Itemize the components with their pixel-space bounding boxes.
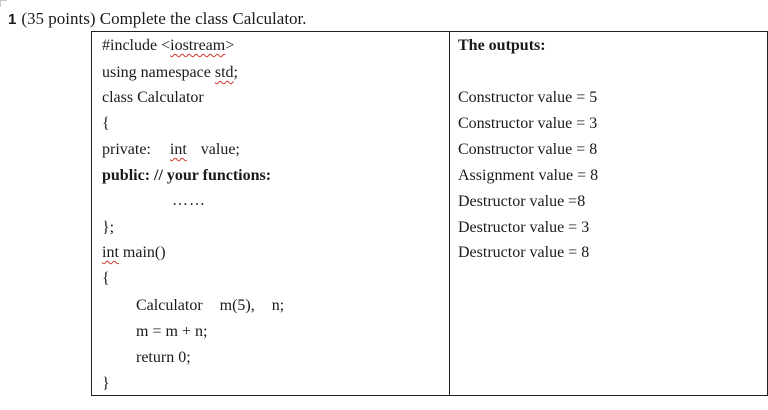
- output-line: Destructor value = 8: [458, 244, 590, 261]
- using-suffix: ;: [233, 64, 238, 81]
- code-line-ellipsis: ……: [172, 192, 206, 209]
- private-label: private:: [102, 141, 151, 158]
- answer-table: [91, 31, 768, 396]
- include-lib: iostream: [170, 37, 226, 54]
- code-line-include: [102, 36, 234, 56]
- using-namespace: std: [214, 64, 234, 81]
- question-heading: [8, 9, 307, 30]
- decl-vars: m(5),: [219, 297, 255, 314]
- decl-type: Calculator: [136, 297, 203, 314]
- code-line-public: public: // your functions:: [102, 167, 272, 184]
- code-line-assign: m = m + n;: [136, 323, 208, 340]
- code-line-return: return 0;: [136, 349, 191, 366]
- table-column-divider: [449, 32, 450, 395]
- code-line-main: [102, 243, 166, 263]
- private-type: int: [169, 141, 187, 158]
- output-line: Destructor value = 3: [458, 219, 590, 236]
- question-number: 1: [8, 11, 17, 28]
- code-line-class: class Calculator: [102, 89, 204, 106]
- output-line: Constructor value = 3: [458, 115, 598, 132]
- code-line-using: [102, 63, 238, 83]
- code-line-open-brace-1: {: [102, 115, 110, 132]
- main-type: int: [102, 244, 119, 261]
- outputs-header: The outputs:: [458, 37, 546, 54]
- include-suffix: >: [225, 37, 235, 54]
- code-line-declaration: [136, 296, 284, 316]
- code-line-close-class: };: [102, 219, 115, 236]
- output-line: Constructor value = 8: [458, 141, 598, 158]
- main-signature: main(): [118, 244, 166, 261]
- include-prefix: #include <: [102, 37, 171, 54]
- question-text: (35 points) Complete the class Calculator.: [21, 9, 307, 28]
- output-line: Constructor value = 5: [458, 89, 598, 106]
- code-line-open-brace-2: {: [102, 270, 110, 287]
- code-line-close-brace-2: }: [102, 375, 110, 392]
- using-prefix: using namespace: [102, 64, 215, 81]
- page-corner-mark: [0, 0, 7, 7]
- private-member: value;: [200, 141, 240, 158]
- output-line: Assignment value = 8: [458, 167, 599, 184]
- decl-n: n;: [271, 297, 285, 314]
- code-line-private: [102, 140, 240, 160]
- output-line: Destructor value =8: [458, 193, 586, 210]
